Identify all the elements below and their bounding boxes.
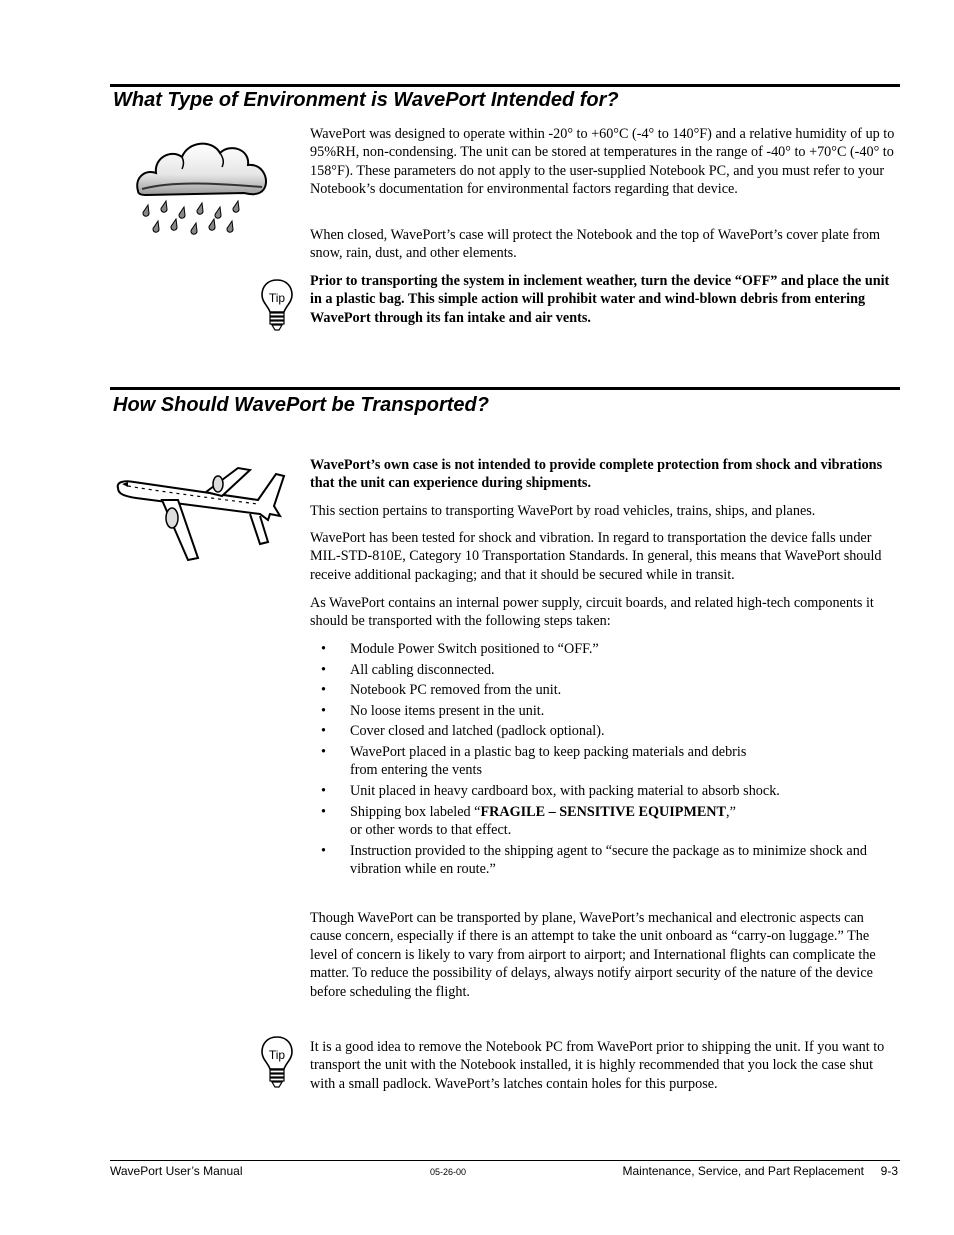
section-divider: [110, 84, 900, 87]
environment-paragraph-1: WavePort was designed to operate within -20° to +60°C (-4° to 140°F) and a relative humidity of up to 95%RH, non-condensing. The unit can be stored at temperatures in the range of -40° to +70°C (-40° to 158°F). These parameters do not apply to the user-supplied Notebook PC, and you must refer to your Notebook’s documentation for environmental factors regarding that device.: [310, 126, 895, 198]
footer-date: 05-26-00: [430, 1167, 467, 1177]
airplane-illustration: [110, 462, 286, 566]
footer-divider: [110, 1160, 900, 1161]
transport-steps-list: [310, 640, 898, 881]
section-heading-environment: What Type of Environment is WavePort Intended for?: [113, 89, 619, 111]
section-heading-transport: How Should WavePort be Transported?: [113, 394, 489, 416]
environment-tip-text: Prior to transporting the system in inclement weather, turn the device “OFF” and place the unit in a plastic bag. This simple action will prohibit water and wind-blown debris from entering WavePort through its fan intake and air vents.: [310, 273, 890, 326]
list-item: • All cabling disconnected.: [310, 661, 898, 679]
tip-label: Tip: [268, 1048, 286, 1062]
tip-lightbulb-icon: [260, 278, 294, 332]
transport-paragraph-1: This section pertains to transporting WavePort by road vehicles, trains, ships, and planes.: [310, 503, 816, 519]
transport-paragraph-2: WavePort has been tested for shock and vibration. In regard to transportation the device falls under MIL-STD-810E, Category 10 Transportation Standards. In general, this means that WavePort should receive additional packaging; and that it should be secured while in transit.: [310, 530, 882, 583]
list-item: • Instruction provided to the shipping agent to “secure the package as to minimize shock and vibration while en route.”: [310, 842, 898, 879]
list-item: • Notebook PC removed from the unit.: [310, 681, 898, 699]
transport-paragraph-3: As WavePort contains an internal power supply, circuit boards, and related high-tech components it should be transported with the following steps taken:: [310, 595, 874, 630]
fragile-label: FRAGILE – SENSITIVE EQUIPMENT: [480, 803, 727, 820]
tip-label: Tip: [268, 291, 286, 305]
list-item: • Module Power Switch positioned to “OFF.”: [310, 640, 898, 658]
footer-manual-title: WavePort User’s Manual: [110, 1164, 243, 1178]
footer-chapter-page: Maintenance, Service, and Part Replacement 9-3: [622, 1164, 898, 1178]
section-divider: [110, 387, 900, 390]
list-item: • No loose items present in the unit.: [310, 702, 898, 720]
transport-intro-bold: WavePort’s own case is not intended to provide complete protection from shock and vibrations that the unit can experience during shipments.: [310, 457, 883, 492]
list-item: • Cover closed and latched (padlock optional).: [310, 722, 898, 740]
environment-paragraph-2: When closed, WavePort’s case will protect the Notebook and the top of WavePort’s cover plate from snow, rain, dust, and other elements.: [310, 227, 881, 262]
transport-tip-text: It is a good idea to remove the Notebook PC from WavePort prior to shipping the unit. If you want to transport the unit with the Notebook installed, it is highly recommended that you lock the case shut with a small padlock. WavePort’s latches contain holes for this purpose.: [310, 1039, 885, 1092]
transport-paragraph-4: Though WavePort can be transported by plane, WavePort’s mechanical and electronic aspects can cause concern, especially if there is an attempt to take the unit onboard as “carry-on luggage.” The level of concern is likely to vary from airport to airport; and International flights can complicate the matter. To reduce the possibility of delays, always notify airport security of the nature of the device before scheduling the flight.: [310, 910, 876, 1000]
tip-lightbulb-icon: [260, 1035, 294, 1089]
rain-cloud-illustration: [132, 133, 272, 238]
list-item: • Unit placed in heavy cardboard box, with packing material to absorb shock.: [310, 782, 898, 800]
list-item: • WavePort placed in a plastic bag to keep packing materials and debris from entering the vents: [310, 743, 898, 780]
list-item: • Shipping box labeled “FRAGILE – SENSITIVE EQUIPMENT,” or other words to that effect.: [310, 803, 898, 840]
